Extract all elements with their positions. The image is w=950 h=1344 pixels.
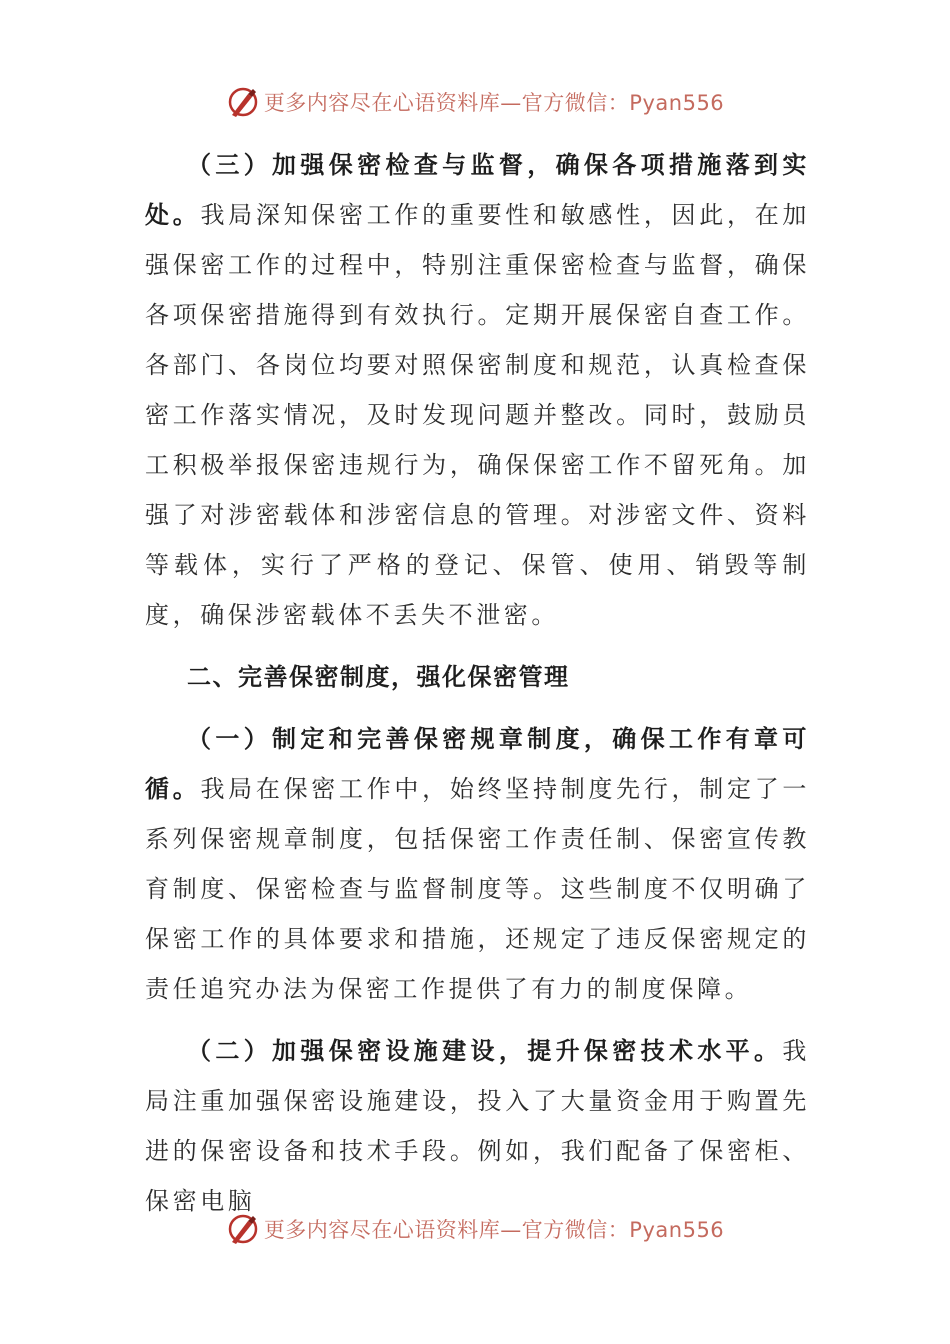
section-2-1-paragraph [145, 714, 810, 1014]
pen-logo-icon [226, 1212, 260, 1246]
section-2-2-title: （二）加强保密设施建设，提升保密技术水平。 [187, 1036, 783, 1065]
section-3-paragraph [145, 140, 810, 640]
footer-banner [0, 1209, 950, 1249]
section-3-title: （三）加强保密检查与监督，确保各项措施落到实处。 [145, 150, 810, 229]
chapter-2-heading: 二、完善保密制度，强化保密管理 [187, 662, 570, 691]
pen-logo-icon [226, 85, 260, 119]
section-2-1-body: 我局在保密工作中，始终坚持制度先行，制定了一系列保密规章制度，包括保密工作责任制、保密宣传教育制度、保密检查与监督制度等。这些制度不仅明确了保密工作的具体要求和措施，还规定了违反保密规定的责任追究办法为保密工作提供了有力的制度保障。 [145, 775, 811, 1003]
footer-banner-text: 更多内容尽在心语资料库—官方微信：Pyan556 [263, 1218, 725, 1242]
section-2-2-body: 我局注重加强保密设施建设，投入了大量资金用于购置先进的保密设备和技术手段。例如，我们配备了保密柜、保密电脑 [145, 1037, 810, 1215]
header-banner-text: 更多内容尽在心语资料库—官方微信：Pyan556 [263, 91, 725, 115]
section-2-2-paragraph [145, 1026, 810, 1226]
header-banner [0, 82, 950, 122]
section-3-body: 我局深知保密工作的重要性和敏感性，因此，在加强保密工作的过程中，特别注重保密检查与监督，确保各项保密措施得到有效执行。定期开展保密自查工作。各部门、各岗位均要对照保密制度和规范，认真检查保密工作落实情况，及时发现问题并整改。同时，鼓励员工积极举报保密违规行为，确保保密工作不留死角。加强了对涉密载体和涉密信息的管理。对涉密文件、资料等载体，实行了严格的登记、保管、使用、销毁等制度，确保涉密载体不丢失不泄密。 [145, 201, 811, 629]
document-body [145, 140, 810, 1226]
section-2-1-title: （一）制定和完善保密规章制度，确保工作有章可循。 [145, 724, 810, 803]
